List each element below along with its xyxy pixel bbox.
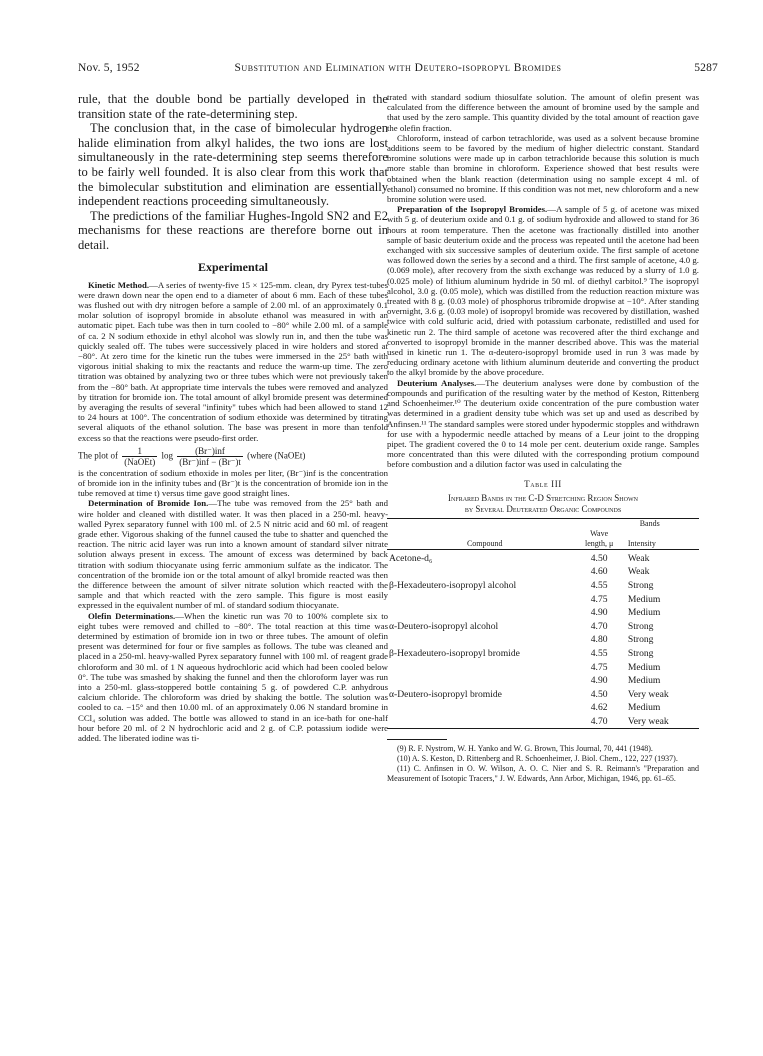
fraction-numerator: (Br⁻)inf: [177, 446, 243, 457]
cell-wavelength: 4.62: [590, 702, 608, 714]
cell-intensity: Strong: [627, 580, 654, 591]
equation-log: log: [161, 450, 174, 461]
table-row: [387, 674, 699, 688]
chloroform-paragraph: Chloroform, instead of carbon tetrachloride, was used as a solvent because bromine additions seem to be favored by the medium of higher dielectric constant. Standard bromine solutions were made up in carbon tetrachloride because this solution is much more stable than bromine in chloroform. Experience showed that best results were obtained when the blank reaction (determination using no sample except 4 ml. of ethanol) consumed no bromine. If this condition was not met, new chloroform and a new bromine solution were used.: [387, 132, 699, 205]
infrared-bands-table: [387, 519, 699, 730]
table-row: [387, 606, 699, 620]
cell-wavelength: 4.90: [590, 675, 608, 687]
cell-wavelength: 4.75: [590, 661, 608, 673]
cell-compound: [387, 715, 580, 729]
preparation-text: —A sample of 5 g. of acetone was mixed with 5 g. of deuterium oxide and 0.1 g. of sodium hydroxide and allowed to stand for 36 hours at room temperature. Then the acetone was fractionally distilled into another sample of basic deuterium oxide and the process was repeated until the acetone had been exchanged with six successive samples of deuterium oxide. The first sample of acetone was followed down the series by a second and a third. The first sample of acetone, 4.0 g. (0.069 mole), after recovery from the sixth exchange was reduced by a slurry of 1.0 g. (0.025 mole) of lithium aluminum hydride in 50 ml. of diethyl carbitol.⁹ The isopropyl alcohol, 3.0 g. (0.05 mole), which was distilled from the reduction reaction mixture was treated with 8 g. (0.03 mole) of phosphorus tribromide dropwise at −10°. After standing overnight, 3.6 g. (0.03 mole) of isopropyl bromide was recovered by distillation, washed twice with cold sulfuric acid, dried with potassium carbonate, redistilled and used for kinetic run 2. The third sample of acetone was recovered after the third exchange and converted to isopropyl bromide in the manner described above. This was the material used in kinetic run 1. The α-deutero-isopropyl bromide used in run 3 was made by reducing ordinary acetone with lithium aluminum deuteride and converting the product to the alkyl bromide by the above procedure.: [387, 204, 699, 378]
col-header-wavelength: length, μ: [580, 539, 617, 550]
col-header-compound: Compound: [387, 539, 580, 550]
cell-compound: β-Hexadeutero-isopropyl alcohol: [389, 580, 517, 591]
footnote: (10) A. S. Keston, D. Rittenberg and R. Schoenheimer, J. Biol. Chem., 122, 227 (1937).: [397, 754, 678, 764]
page-number: 5287: [694, 62, 718, 74]
cell-wavelength: 4.70: [590, 620, 608, 632]
table-row: [387, 579, 699, 593]
header-title: Substitution and Elimination with Deutero-isopropyl Bromides: [234, 62, 562, 74]
table-title: Table III: [524, 478, 562, 489]
titration-paragraph: trated with standard sodium thiosulfate solution. The amount of olefin present was calculated from the difference between the amount of bromine used by the sample and that used by the zero sample. This quantity divided by the total amount of reaction gave the olefin fraction.: [387, 92, 699, 133]
fraction-numerator: 1: [122, 446, 157, 457]
kinetic-method-text: —A series of twenty-five 15 × 125-mm. clean, dry Pyrex test-tubes were drawn down near the open end to a diameter of about 6 mm. Each of these tubes was flushed out with dry nitrogen before a sample of 2.00 ml. of an approximately 0.1 molar solution of isopropyl bromide in absolute ethanol was measured in with an automatic pipet. Each tube was then in turn cooled to −80° while 2.00 ml. of a sample of ca. 2 N sodium ethoxide in ethyl alcohol was slowly run in, and then the tube was quickly sealed off. The tubes were successively placed in wire holders and stored at −80°. At zero time for the kinetic run the tubes were immersed in the 25° bath with vigorous initial shaking to mix the reactants and reduce the warm-up time. The zero titration was obtained by analyzing two or three tubes which were not previously taken from the −80° bath. At appropriate time intervals the tubes were removed and analyzed by titration for bromide ion. The total amount of alkyl bromide present was determined by averaging the results of several "infinity" tubes which had been allowed to stand 12 to 24 hours at 100°. The concentration of sodium ethoxide was determined by titrating several aliquots of the ethanol solution. The base was present in more than tenfold excess so that the reactions were pseudo-first order.: [78, 279, 388, 443]
cell-wavelength: 4.55: [590, 580, 608, 591]
col-header-bands: Bands: [639, 519, 660, 529]
intro-paragraph: The predictions of the familiar Hughes-Ingold SN2 and E2 mechanisms for these reactions are therefore borne out in detail.: [78, 208, 388, 252]
cell-intensity: Weak: [627, 552, 650, 564]
cell-wavelength: 4.75: [590, 593, 608, 605]
footnote: (9) R. F. Nystrom, W. H. Yanko and W. G. Brown, This Journal, 70, 441 (1948).: [397, 744, 653, 754]
section-heading-experimental: Experimental: [198, 259, 268, 274]
rate-equation: [78, 446, 388, 467]
running-header: [78, 62, 718, 78]
footnote-separator: [387, 739, 447, 740]
table-row: [387, 715, 699, 729]
preparation-lead: Preparation of the Isopropyl Bromides.: [397, 204, 548, 215]
cell-compound: [387, 701, 580, 715]
table-caption-line: Infrared Bands in the C-D Stretching Region Shown: [448, 492, 638, 503]
cell-compound: [387, 592, 580, 606]
cell-wavelength: 4.80: [590, 634, 608, 646]
cell-intensity: Strong: [627, 634, 654, 646]
cell-intensity: Medium: [627, 661, 661, 673]
left-column: [78, 92, 388, 743]
equation-prefix: The plot of: [78, 450, 118, 461]
table-row: [387, 619, 699, 633]
cell-compound: β-Hexadeutero-isopropyl bromide: [389, 647, 520, 659]
cell-compound: [387, 606, 580, 620]
cell-wavelength: 4.60: [590, 566, 608, 578]
cell-wavelength: 4.90: [590, 607, 608, 619]
equation-suffix: (where (NaOEt): [247, 450, 306, 461]
kinetic-method-lead: Kinetic Method.: [88, 279, 150, 290]
bromide-lead: Determination of Bromide Ion.: [88, 498, 209, 509]
deuterium-paragraph: [387, 378, 699, 470]
fraction-denominator: (NaOEt): [124, 456, 156, 467]
cell-wavelength: 4.50: [590, 688, 608, 700]
cell-intensity: Medium: [627, 607, 661, 619]
cell-wavelength: 4.50: [590, 552, 608, 564]
bromide-text: —The tube was removed from the 25° bath and wire holder and cleaned with distilled water. It was then placed in a 250-ml. heavy-walled Pyrex separatory funnel with 100 ml. of 2.5 N nitric acid and 60 ml. of reagent grade ether. Vigorous shaking of the funnel caused the tube to shatter and quenched the reaction. The nitric acid layer was run into a known amount of standard silver nitrate solution always present in excess. The amount of excess was determined by back titration with sodium thiocyanate using ferric ammonium sulfate as the indicator. The concentration of the bromide ion or the total amount of alkyl bromide reacted was then the difference between the amount of silver nitrate solution which reacted with the sample and that which reacted with the zero sample. This figure is most easily expressed in the equivalent number of ml. of standard sodium thiocyanate.: [78, 498, 388, 611]
cell-intensity: Very weak: [618, 715, 699, 729]
cell-compound: α-Deutero-isopropyl alcohol: [389, 620, 499, 632]
bromide-paragraph: [78, 498, 388, 610]
intro-block: [78, 92, 388, 253]
olefin-text: —When the kinetic run was 70 to 100% complete six to eight tubes were removed and chilled to −80°. The total reaction at this time was determined by estimation of bromide ion in two or three tubes. The amount of olefin present was determined for four or five samples as follows. The tube was cleaned and placed in a 250-ml. heavy-walled Pyrex separatory funnel with 100 ml. of reagent grade chloroform and 30 ml. of 1 N aqueous hydrochloric acid which had been cooled below 0°. The tube was smashed by shaking the funnel and then the chloroform layer was run into a 250-ml. glass-stoppered bottle containing 5 g. of powdered C.P. anhydrous calcium chloride. The chloroform was dried by shaking the bottle. The solution was cooled to ca. −15° and then 10.00 ml. of an approximately 0.06 N standard bromine in CCl₄ solution was added. The bottle was allowed to stand in an ice-bath for one-half hour before 20 ml. of 2 N hydrochloric acid and 2 g. of C.P. potassium iodide were added. The liberated iodine was ti-: [78, 610, 388, 744]
table-caption-line: by Several Deuterated Organic Compounds: [464, 503, 622, 514]
cell-intensity: Weak: [627, 566, 650, 578]
right-column: [387, 92, 699, 784]
cell-compound: [387, 565, 580, 579]
cell-intensity: Very weak: [627, 688, 669, 700]
col-header-wave: Wave: [590, 529, 609, 539]
cell-intensity: Strong: [627, 647, 654, 659]
col-header-intensity: Intensity: [618, 539, 699, 550]
header-date: Nov. 5, 1952: [78, 62, 140, 74]
table-row: [387, 687, 699, 701]
table-row: [387, 592, 699, 606]
table-row: [387, 549, 699, 565]
deuterium-lead: Deuterium Analyses.: [397, 377, 477, 388]
experimental-block: [78, 280, 388, 744]
table-row: [387, 565, 699, 579]
cell-compound: [387, 674, 580, 688]
olefin-lead: Olefin Determinations.: [88, 610, 176, 621]
equation-explanation: is the concentration of sodium ethoxide in moles per liter, (Br⁻)inf is the concentration of bromide ion in the infinity tubes and (Br⁻)t is the concentration of bromide ion in the tube removed at time t) versus time gave good straight lines.: [78, 467, 388, 499]
table-caption: [387, 493, 699, 515]
fraction-denominator: (Br⁻)inf − (Br⁻)t: [179, 456, 241, 467]
cell-compound: α-Deutero-isopropyl bromide: [389, 688, 502, 700]
table-row: [387, 633, 699, 647]
table-row: [387, 660, 699, 674]
table-row: [387, 647, 699, 661]
deuterium-text: —The deuterium analyses were done by combustion of the compounds and purification of the resulting water by the method of Keston, Rittenberg and Schoenheimer.¹⁰ The deuterium oxide concentration of the pure combustion water was determined in a gradient density tube which was set up and used as described by Anfinsen.¹¹ The standard samples were stored under hypodermic stopples and withdrawn for use with a hypodermic needle attached by means of a Leur joint to the dropping pipet. The gradient covered the 0 to 14 mole per cent. deuterium oxide range. Samples more concentrated than this were diluted with the corresponding protium compound before combustion and a dilution factor was used in calculating the: [387, 377, 699, 470]
cell-intensity: Medium: [627, 702, 661, 714]
footnote: (11) C. Anfinsen in O. W. Wilson, A. O. C. Nier and S. R. Reimann's "Preparation and Measurement of Isotopic Tracers," J. W. Edwards, Ann Arbor, Michigan, 1946, pp. 61–65.: [387, 764, 699, 784]
cell-compound: Acetone-d₆: [389, 552, 433, 564]
kinetic-method-paragraph: [78, 280, 388, 443]
table-row: [387, 701, 699, 715]
fraction-bromide-ratio: [177, 446, 243, 467]
cell-intensity: Medium: [627, 675, 661, 687]
olefin-paragraph: [78, 611, 388, 744]
cell-compound: [387, 660, 580, 674]
cell-compound: [387, 633, 580, 647]
intro-paragraph: rule, that the double bond be partially developed in the transition state of the rate-determining step.: [78, 92, 388, 121]
cell-intensity: Medium: [627, 593, 661, 605]
cell-intensity: Strong: [627, 620, 654, 632]
intro-paragraph: The conclusion that, in the case of bimolecular hydrogen halide elimination from alkyl halides, the two ions are lost simultaneously in the rate-determining step seems therefore to be fairly well founded. It is also clear from this work that the bimolecular substitution and elimination are essentially independent reactions proceeding simultaneously.: [78, 121, 388, 209]
cell-wavelength: 4.70: [580, 715, 617, 729]
right-text-block: [387, 92, 699, 470]
cell-wavelength: 4.55: [590, 647, 608, 659]
preparation-paragraph: [387, 204, 699, 377]
fraction-inverse-ethoxide: [122, 446, 157, 467]
